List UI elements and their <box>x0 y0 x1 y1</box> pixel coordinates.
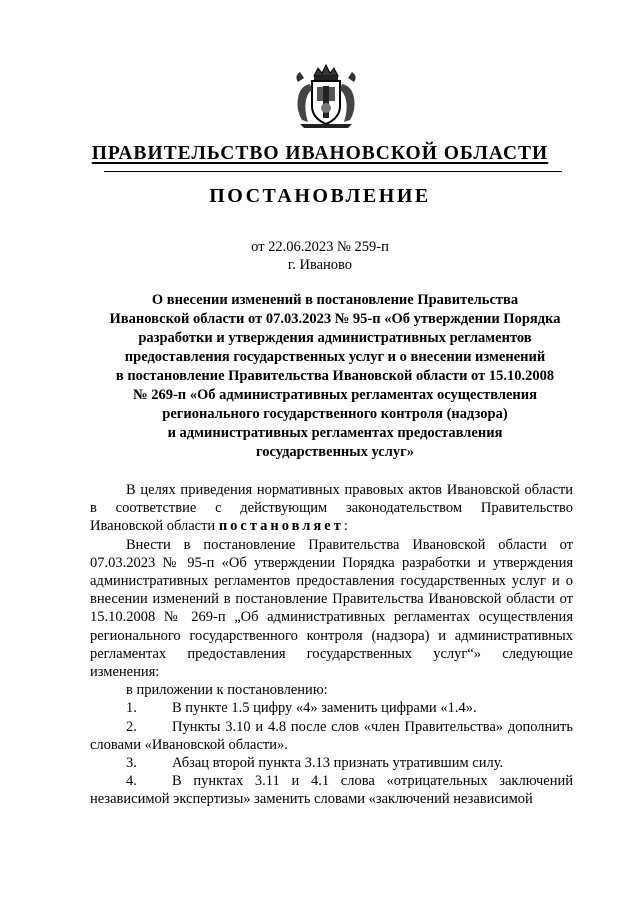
document-body <box>90 481 573 809</box>
title-line: разработки и утверждения административных регламентов <box>138 330 532 346</box>
title-line: государственных услуг» <box>256 444 414 460</box>
title-line: Ивановской области от 07.03.2023 № 95-п «Об утверждении Порядка <box>109 311 561 327</box>
list-item: 2. Пункты 3.10 и 4.8 после слов «член Правительства» дополнить словами «Ивановской области». <box>90 718 573 753</box>
title-line: № 269-п «Об административных регламентах осуществления <box>133 387 537 403</box>
title-line: регионального государственного контроля (надзора) <box>162 406 508 422</box>
amendment-paragraph: Внести в постановление Правительства Ивановской области от 07.03.2023 № 95-п «Об утверждении Порядка разработки и утверждения административных регламентов предоставления государственных услуг и о внесении изменений в постановление Правительства Ивановской области от 15.10.2008 № 269-п „Об административных регламентах осуществления регионального государственного контроля (надзора) и административных регламентах предоставления государственных услуг“» следующие изменения: <box>90 536 573 681</box>
list-item: 1. В пункте 1.5 цифру «4» заменить цифрами «1.4». <box>126 700 477 717</box>
title-line: в постановление Правительства Ивановской области от 15.10.2008 <box>115 368 555 384</box>
organization-name: ПРАВИТЕЛЬСТВО ИВАНОВСКОЙ ОБЛАСТИ <box>91 143 549 164</box>
document-title <box>70 291 600 462</box>
title-line: О внесении изменений в постановление Правительства <box>151 292 519 308</box>
appendix-paragraph: в приложении к постановлению: <box>126 682 328 699</box>
date-number: от 22.06.2023 № 259-п <box>251 239 389 255</box>
city: г. Иваново <box>287 257 353 273</box>
header-divider <box>104 171 562 172</box>
resolution-word: постановляет <box>218 518 344 535</box>
date-block <box>0 238 640 274</box>
document-type: ПОСТАНОВЛЕНИЕ <box>209 185 431 207</box>
list-item: 4. В пунктах 3.11 и 4.1 слова «отрицательных заключений независимой экспертизы» заменить словами «заключений независимой <box>90 773 573 808</box>
coat-of-arms-icon <box>290 62 362 132</box>
list-item: 3. Абзац второй пункта 3.13 признать утратившим силу. <box>126 755 504 772</box>
preamble-paragraph: В целях приведения нормативных правовых актов Ивановской области в соответствие с действующим законодательством Правительство Ивановской области постановляет: <box>90 482 573 535</box>
title-line: и административных регламентах предоставления <box>167 425 503 441</box>
title-line: предоставления государственных услуг и о внесении изменений <box>124 349 546 365</box>
